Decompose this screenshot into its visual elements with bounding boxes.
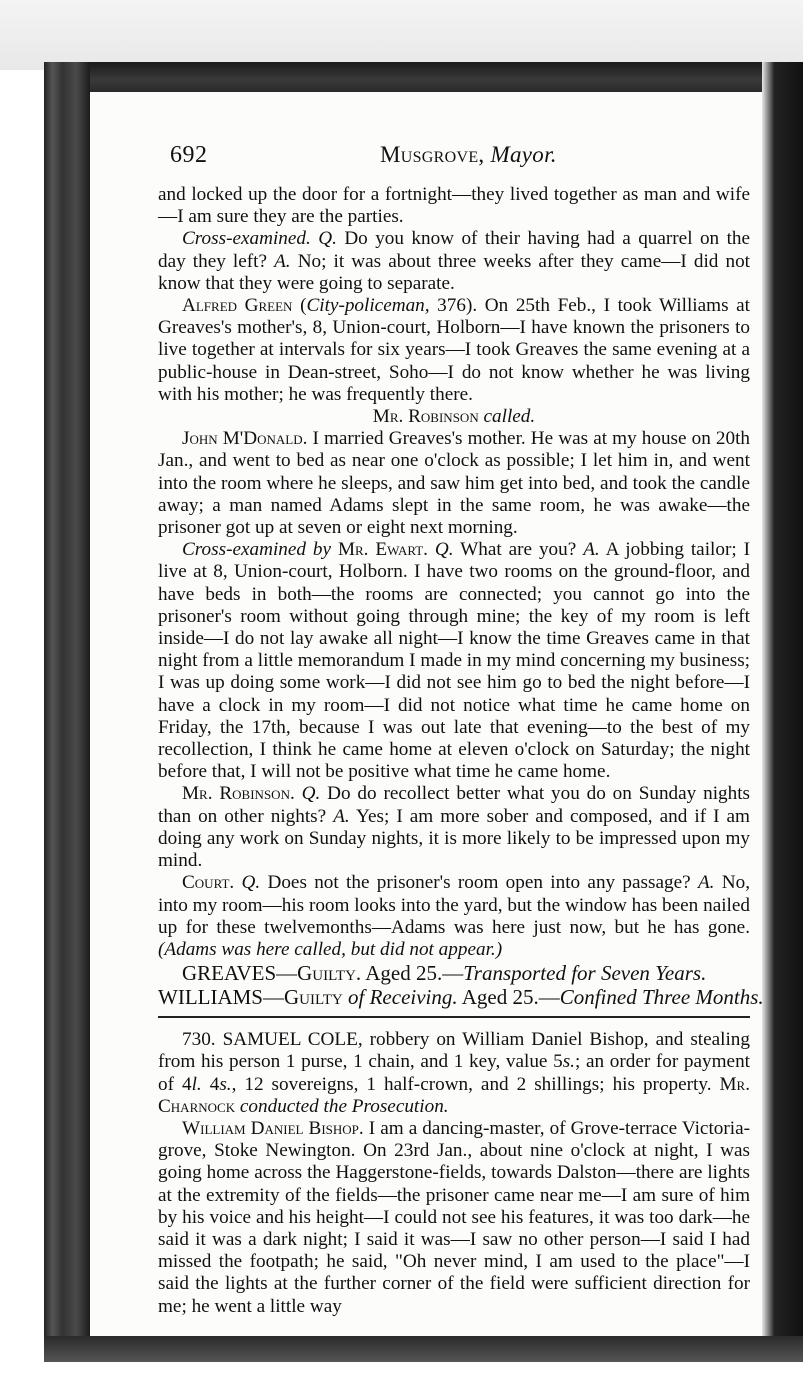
text-run: A jobbing tailor; I live at 8, Union-court, Holborn. I have two rooms on the ground-floor, and have beds in both—the rooms are connected; you cannot go into the prisoner's room without going through mine; the key of my room is left inside—I do not lay awake all night—I know the time Greaves came in that night from a little memorandum I made in my mind concerning my business; I was up doing some work—I did not see him go to bed the night before—I have a clock in my room—I did not notice what time he came home on Friday, the 17th, because I was out late that evening—to the best of my recollection, I think he came home at eleven o'clock on Saturday; the night before that, I will not be positive what time he came home. bbox=[158, 539, 750, 783]
section-divider bbox=[158, 1016, 750, 1018]
text-run: conducted the Prosecution. bbox=[239, 1095, 449, 1117]
text-run: City-policeman, bbox=[306, 295, 430, 317]
scan-background bbox=[0, 0, 803, 70]
paragraph-p9 bbox=[158, 961, 750, 985]
text-run: of Receiving. bbox=[348, 985, 458, 1010]
text-run: Guilty bbox=[283, 985, 343, 1010]
running-head-name: Musgrove, bbox=[380, 142, 485, 167]
text-run: Does not the prisoner's room open into any passage? bbox=[260, 872, 698, 894]
text-run: Yes; I am more sober and composed, and if I am doing any work on Sunday nights, it is more likely to be impressed upon my mind. bbox=[158, 805, 750, 872]
book-binding-top bbox=[44, 62, 803, 92]
text-run bbox=[234, 872, 241, 893]
text-run bbox=[428, 539, 435, 560]
text-run: 376). On 25th Feb., I took Williams at Greaves's mother's, 8, Union-court, Holborn—I have known the prisoners to live together at intervals for six years—I took Greaves the same evening at a public-house in Dean-street, Soho—I do not know whether he was living with his mother; he was frequently there. bbox=[158, 295, 751, 405]
text-run: WILLIAMS— bbox=[158, 985, 284, 1010]
text-run: and locked up the door for a fortnight—they lived together as man and wife—I am sure they are the parties. bbox=[158, 184, 750, 228]
paragraph-p6 bbox=[158, 539, 750, 783]
text-run: ( bbox=[292, 295, 307, 317]
running-head bbox=[380, 142, 557, 168]
running-head-title: Mayor. bbox=[490, 142, 557, 167]
text-run: Cross-examined. bbox=[182, 228, 311, 250]
text-run: William Daniel Bishop. bbox=[182, 1117, 364, 1139]
text-run: ; an order for payment of 4 bbox=[158, 1051, 750, 1095]
paragraph-p10 bbox=[158, 985, 764, 1010]
text-run: Mr. Robinson. bbox=[182, 783, 295, 805]
text-run: Q. bbox=[301, 783, 321, 805]
text-run: Transported for Seven Years. bbox=[463, 961, 707, 986]
text-run: Mr. Ewart. bbox=[337, 539, 428, 561]
text-run: Aged 25.— bbox=[457, 985, 560, 1010]
text-run: I am a dancing-master, of Grove-terrace Victoria-grove, Stoke Newington. On 23rd Jan., about nine o'clock at night, I was going home across the Haggerstone-fields, towards Dalston—there are lights at the extremity of the fields—the prisoner came near me—I am sure of him by his voice and his height—I could not see his features, it was too dark—he said it was a dark night; I said it was—I saw no other person—I said I had missed the footpath; he said, "Oh never mind, I am used to the place"—I said the lights at the further corner of the field were sufficient direction for me; he went a little way bbox=[158, 1117, 750, 1317]
text-run: Court. bbox=[182, 872, 235, 894]
text-run: (Adams was here called, but did not appear.) bbox=[158, 938, 503, 960]
paragraph-p8 bbox=[158, 872, 750, 961]
paragraph-p11 bbox=[158, 1029, 750, 1118]
text-run: Mr. Charnock bbox=[158, 1073, 751, 1117]
paragraph-p12 bbox=[158, 1118, 750, 1318]
book-binding-right bbox=[762, 62, 803, 1362]
page-header bbox=[170, 142, 750, 172]
text-run: called. bbox=[483, 406, 536, 428]
paragraph-p1 bbox=[158, 184, 750, 228]
paragraph-p3 bbox=[158, 295, 750, 406]
text-run: A. bbox=[274, 250, 291, 272]
text-run bbox=[331, 539, 338, 560]
text-run: 730. SAMUEL COLE, robbery on William Daniel Bishop, and stealing from his person 1 purse, 1 chain, and 1 key, value 5 bbox=[158, 1029, 750, 1073]
page-number: 692 bbox=[170, 142, 208, 168]
text-run: I married Greaves's mother. He was at my house on 20th Jan., and went to bed as near one o'clock as possible; I let him in, and went into the room where he sleeps, and saw him get into bed, and took the candle away; a man named Adams slept in the same room, he was awake—the prisoner got up at seven or eight next morning. bbox=[158, 428, 751, 539]
text-run: l. bbox=[191, 1073, 202, 1095]
text-run: Q. bbox=[434, 539, 454, 561]
text-run: A. bbox=[333, 805, 350, 827]
text-run: Do do recollect better what you do on Sunday nights than on other nights? bbox=[158, 783, 751, 827]
text-run: A. bbox=[697, 872, 715, 894]
paragraph-p2 bbox=[158, 228, 750, 295]
text-run: s. bbox=[219, 1073, 232, 1095]
text-run: A. bbox=[583, 539, 600, 561]
paragraph-p4 bbox=[158, 406, 750, 428]
text-run: Do you know of their having had a quarrel on the day they left? bbox=[158, 228, 751, 272]
text-run: , 12 sovereigns, 1 half-crown, and 2 shillings; his property. bbox=[231, 1073, 720, 1095]
text-run: Aged 25.— bbox=[361, 961, 464, 986]
text-run: Guilty. bbox=[297, 961, 362, 986]
paragraph-p5 bbox=[158, 428, 750, 539]
text-run: Mr. Robinson bbox=[372, 406, 479, 428]
book-binding-bottom bbox=[44, 1336, 803, 1362]
book-binding-spine bbox=[44, 62, 90, 1362]
text-run: GREAVES— bbox=[182, 961, 298, 986]
text-run: Alfred Green bbox=[182, 295, 293, 317]
text-run: Q. bbox=[241, 872, 261, 894]
text-run: No, into my room—his room looks into the yard, but the window has been nailed up for these twelvemonths—Adams was here just now, but he has gone. bbox=[158, 872, 751, 938]
text-run: 4 bbox=[201, 1073, 220, 1095]
page-body-text bbox=[158, 184, 764, 1318]
text-run: No; it was about three weeks after they came—I did not know that they were going to separate. bbox=[158, 250, 750, 294]
paragraph-p7 bbox=[158, 783, 750, 872]
text-run: Cross-examined by bbox=[182, 539, 332, 561]
text-run: John M'Donald. bbox=[182, 428, 308, 450]
text-run: s. bbox=[562, 1051, 575, 1073]
text-run bbox=[295, 783, 302, 804]
text-run: Confined Three Months. bbox=[559, 985, 764, 1010]
text-run: What are you? bbox=[453, 539, 584, 561]
text-run: Q. bbox=[318, 228, 337, 250]
